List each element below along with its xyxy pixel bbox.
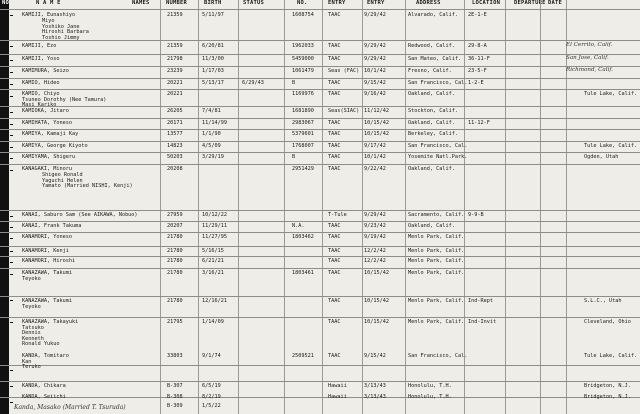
address-cell: San Francisco, Cal. — [408, 80, 468, 86]
name-cell — [22, 320, 78, 348]
entry-date-cell: 11/12/42 — [364, 108, 389, 114]
birth-cell: 12/16/21 — [202, 298, 227, 304]
entry-date-cell: 9/15/42 — [364, 80, 386, 86]
name-cell — [22, 299, 72, 310]
name-text: KANAZAWA, Takumi Teyoko — [22, 298, 72, 310]
entry-cell: TAAC — [328, 12, 341, 18]
number-cell: 21780 — [167, 298, 183, 304]
case-cell: 1962033 — [292, 43, 314, 49]
destination-cell: Tule Lake, Calif. — [584, 143, 638, 149]
entry-date-cell: 12/2/42 — [364, 258, 386, 264]
entry-date-cell: 9/29/42 — [364, 43, 386, 49]
entry-cell: TAAC — [328, 298, 341, 304]
family-text: Miyo Yoshiko Jane Hiroshi Barbara Toshio Jimmy — [42, 18, 89, 41]
birth-cell: 9/1/74 — [202, 353, 221, 359]
number-cell: 21359 — [167, 12, 183, 18]
handwritten-name: Kanda, Masako (Married T. Tsuruda) — [14, 404, 126, 411]
entry-cell: TAAC — [328, 80, 341, 86]
handwritten-note: El Cerrito, Calif. — [566, 42, 613, 48]
header-birth: BIRTH — [204, 0, 222, 6]
address-cell: Oakland, Calif. — [408, 166, 455, 172]
entry-date-cell: 9/19/42 — [364, 234, 386, 240]
case-cell: 5459000 — [292, 56, 314, 62]
birth-cell: 7/4/81 — [202, 108, 221, 114]
location-cell: Ind-Invit — [468, 319, 497, 325]
number-cell: 21798 — [167, 56, 183, 62]
header-no: NO. — [2, 0, 13, 6]
number-cell: 27959 — [167, 212, 183, 218]
case-cell: B — [292, 80, 296, 86]
entry-date-cell: 9/23/42 — [364, 223, 386, 229]
location-cell: 11-12-F — [468, 120, 490, 126]
entry-cell: TAAC — [328, 56, 341, 62]
name-cell — [22, 271, 72, 282]
entry-date-cell: 9/29/42 — [364, 56, 386, 62]
number-cell: 21359 — [167, 43, 183, 49]
location-cell: 1-2-E — [468, 80, 484, 86]
case-cell: 1608754 — [292, 12, 314, 18]
address-cell: Menlo Park, Calif. — [408, 270, 465, 276]
entry-date-cell: 9/22/42 — [364, 166, 386, 172]
birth-cell: 11/27/95 — [202, 234, 227, 240]
header-case-no: NO. — [297, 0, 308, 6]
case-cell: 1061479 — [292, 68, 314, 74]
address-cell: Oakland, Calif. — [408, 120, 455, 126]
location-cell: 23-5-F — [468, 68, 487, 74]
address-cell: Menlo Park, Calif. — [408, 319, 465, 325]
number-cell: B-307 — [167, 383, 183, 389]
birth-cell: 11/29/11 — [202, 223, 227, 229]
name-text: KANAZAWA, Takumi Teyoko — [22, 270, 72, 282]
name-cell — [22, 92, 106, 109]
number-cell: 14823 — [167, 143, 183, 149]
entry-cell: TAAC — [328, 166, 341, 172]
case-cell: 2983067 — [292, 120, 314, 126]
number-cell: 21780 — [167, 234, 183, 240]
birth-cell: 8/2/19 — [202, 394, 221, 400]
entry-cell: TAAC — [328, 120, 341, 126]
family-text: Shigeo Ronald Yaguchi Helen Yamato (Married NISHI, Kenji) — [42, 172, 133, 190]
birth-cell: 1/17/03 — [202, 68, 224, 74]
location-cell: 29-8-A — [468, 43, 487, 49]
birth-cell: 6/21/21 — [202, 258, 224, 264]
destination-cell: Tule Lake, Calif. — [584, 91, 638, 97]
name-text: KAMIO, Chiyo Tsuneo Dorothy (Nee Tamura) Masi Kariko — [22, 91, 107, 109]
name-cell: KAMIHATA, Yoneso — [22, 120, 72, 126]
entry-cell: Hawaii — [328, 383, 347, 389]
entry-cell: TAAC — [328, 154, 341, 160]
address-cell: Sacramento, Calif. — [408, 212, 465, 218]
birth-cell: 11/14/99 — [202, 120, 227, 126]
name-cell: KAMIMURA, Seizo — [22, 68, 69, 74]
address-cell: Oakland, Calif. — [408, 91, 455, 97]
entry-cell: Hawaii — [328, 394, 347, 400]
header-number: NUMBER — [166, 0, 188, 6]
entry-cell: TAAC — [328, 319, 341, 325]
entry-cell: TAAC — [328, 143, 341, 149]
number-cell: 20221 — [167, 80, 183, 86]
header-address: ADDRESS — [416, 0, 441, 6]
number-cell: 20221 — [167, 91, 183, 97]
address-cell: Menlo Park, Calif. — [408, 258, 465, 264]
birth-cell: 6/5/19 — [202, 383, 221, 389]
number-cell: 21780 — [167, 270, 183, 276]
number-cell: 21795 — [167, 319, 183, 325]
address-cell: Honolulu, T.H. — [408, 383, 452, 389]
address-cell: Redwood, Calif. — [408, 43, 455, 49]
birth-cell: 5/13/17 — [202, 80, 224, 86]
name-cell: KANAMORI, Hiroshi — [22, 258, 76, 264]
entry-cell: TAAC — [328, 258, 341, 264]
destination-cell: Ogden, Utah — [584, 154, 619, 160]
birth-cell: 4/5/09 — [202, 143, 221, 149]
number-cell: 50203 — [167, 154, 183, 160]
header-entry-date: ENTRY — [367, 0, 385, 6]
name-cell: KANAMORI, Yoneso — [22, 234, 72, 240]
address-cell: Menlo Park, Calif. — [408, 234, 465, 240]
binding-margin — [0, 0, 9, 414]
number-cell: 33803 — [167, 353, 183, 359]
entry-cell: TAAC — [328, 131, 341, 137]
case-cell: B — [292, 154, 296, 160]
case-cell: 5379601 — [292, 131, 314, 137]
name-text: KANAZAWA, Takayuki Tatsuko Dennis Kenneth Ronald Yukuo — [22, 319, 79, 348]
name-cell: KAMIOKA, Jitaro — [22, 108, 69, 114]
handwritten-note: Richmond, Calif. — [566, 67, 613, 73]
destination-cell: S.L.C., Utah — [584, 298, 622, 304]
entry-date-cell: 10/15/42 — [364, 120, 389, 126]
entry-date-cell: 9/16/42 — [364, 91, 386, 97]
entry-cell: TAAC — [328, 43, 341, 49]
birth-cell: 3/29/19 — [202, 154, 224, 160]
name-text: KAMIJI, Eunashiyo — [22, 12, 76, 18]
number-cell: 13577 — [167, 131, 183, 137]
destination-cell: Bridgeton, N.J. — [584, 383, 631, 389]
address-cell: Honolulu, T.H. — [408, 394, 452, 400]
address-cell: San Francisco, Cal. — [408, 143, 468, 149]
entry-cell: TAAC — [328, 91, 341, 97]
number-cell: 21780 — [167, 248, 183, 254]
name-cell: KANDA, Seiichi — [22, 394, 66, 400]
entry-date-cell: 10/1/42 — [364, 68, 386, 74]
handwritten-note: San Jose, Calif. — [566, 55, 609, 61]
number-cell: B-309 — [167, 403, 183, 409]
family-cell — [42, 19, 132, 41]
header-status: STATUS — [243, 0, 265, 6]
case-cell: N.A. — [292, 223, 305, 229]
status-cell: 6/29/43 — [242, 80, 264, 86]
destination-cell: Tule Lake, Calif. — [584, 353, 638, 359]
birth-cell: 5/11/97 — [202, 12, 224, 18]
birth-cell: 11/3/00 — [202, 56, 224, 62]
address-cell: Yosemite Natl.Park. — [408, 154, 468, 160]
name-cell: KAMIYAMA, Shigeru — [22, 154, 76, 160]
entry-date-cell: 10/1/42 — [364, 154, 386, 160]
entry-date-cell: 9/15/42 — [364, 353, 386, 359]
address-cell: Menlo Park, Calif. — [408, 248, 465, 254]
birth-cell: 5/16/15 — [202, 248, 224, 254]
name-cell: KANAMORI, Kenji — [22, 248, 69, 254]
case-cell: 1768007 — [292, 143, 314, 149]
case-cell: 1169976 — [292, 91, 314, 97]
address-cell: Alvarado, Calif. — [408, 12, 458, 18]
header-date: DATE — [548, 0, 563, 6]
family-cell — [42, 173, 152, 190]
name-cell: KAMIYA, George Kiyoto — [22, 143, 88, 149]
case-cell: 1681890 — [292, 108, 314, 114]
entry-cell: T-Tule — [328, 212, 347, 218]
name-cell: KANAI, Frank Takuma — [22, 223, 82, 229]
name-cell: KAMIJI, Yoso — [22, 56, 60, 62]
entry-cell: TAAC — [328, 234, 341, 240]
name-cell: KAMIJI, Ezo — [22, 43, 57, 49]
entry-date-cell: 10/15/42 — [364, 270, 389, 276]
address-cell: San Francisco, Cal. — [408, 353, 468, 359]
entry-date-cell: 9/17/42 — [364, 143, 386, 149]
location-cell: 9-9-B — [468, 212, 484, 218]
entry-cell: TAAC — [328, 223, 341, 229]
birth-cell: 1/1/90 — [202, 131, 221, 137]
address-cell: Stockton, Calif. — [408, 108, 458, 114]
location-cell: 2E-1-E — [468, 12, 487, 18]
entry-date-cell: 9/29/42 — [364, 212, 386, 218]
case-cell: 2951429 — [292, 166, 314, 172]
name-cell: KAMIO, Hideo — [22, 80, 60, 86]
address-cell: Oakland, Calif. — [408, 223, 455, 229]
number-cell: 20207 — [167, 223, 183, 229]
name-cell: KANAI, Saburo Sam (See AIKAWA, Nobuo) — [22, 212, 138, 218]
name-text: KANDA, Tomitaro Kan Teruko — [22, 353, 69, 371]
case-cell: 2509521 — [292, 353, 314, 359]
address-cell: Menlo Park, Calif. — [408, 298, 465, 304]
birth-cell: 3/16/21 — [202, 270, 224, 276]
entry-date-cell: 10/15/42 — [364, 131, 389, 137]
entry-date-cell: 3/13/43 — [364, 394, 386, 400]
entry-date-cell: 9/29/42 — [364, 12, 386, 18]
entry-cell: Seas (FAC) — [328, 68, 360, 74]
location-cell: Ind-Rept — [468, 298, 493, 304]
header-departure: DEPARTURE — [514, 0, 546, 6]
header-location: LOCATION — [472, 0, 501, 6]
birth-cell: 1/14/09 — [202, 319, 224, 325]
number-cell: 26205 — [167, 108, 183, 114]
case-cell: 1803462 — [292, 234, 314, 240]
number-cell: 20171 — [167, 120, 183, 126]
header-entry: ENTRY — [328, 0, 346, 6]
entry-date-cell: 3/13/43 — [364, 383, 386, 389]
destination-cell: Cleveland, Ohio — [584, 319, 631, 325]
birth-cell: 6/20/81 — [202, 43, 224, 49]
entry-date-cell: 10/15/42 — [364, 319, 389, 325]
address-cell: San Mateo, Calif. — [408, 56, 462, 62]
birth-cell: 1/5/22 — [202, 403, 221, 409]
number-cell: 23239 — [167, 68, 183, 74]
destination-cell: Bridgeton, N.J. — [584, 394, 631, 400]
location-cell: 36-11-F — [468, 56, 490, 62]
entry-cell: TAAC — [328, 270, 341, 276]
number-cell: 20208 — [167, 166, 183, 172]
address-cell: Berkeley, Calif. — [408, 131, 458, 137]
address-cell: Fresno, Calif. — [408, 68, 452, 74]
name-cell: KANAGAKI, Minoru — [22, 166, 72, 172]
number-cell: B-308 — [167, 394, 183, 400]
name-cell: KANDA, Chikara — [22, 383, 66, 389]
case-cell: 1803461 — [292, 270, 314, 276]
entry-cell: Seas(SIAC) — [328, 108, 360, 114]
number-cell: 21780 — [167, 258, 183, 264]
header-name: N A M E — [36, 0, 61, 6]
entry-cell: TAAC — [328, 248, 341, 254]
birth-cell: 10/12/22 — [202, 212, 227, 218]
name-cell: KAMIYA, Kamaji Kay — [22, 131, 79, 137]
entry-date-cell: 12/2/42 — [364, 248, 386, 254]
entry-date-cell: 10/15/42 — [364, 298, 389, 304]
header-names: NAMES — [132, 0, 150, 6]
entry-cell: TAAC — [328, 353, 341, 359]
name-cell — [22, 354, 69, 371]
